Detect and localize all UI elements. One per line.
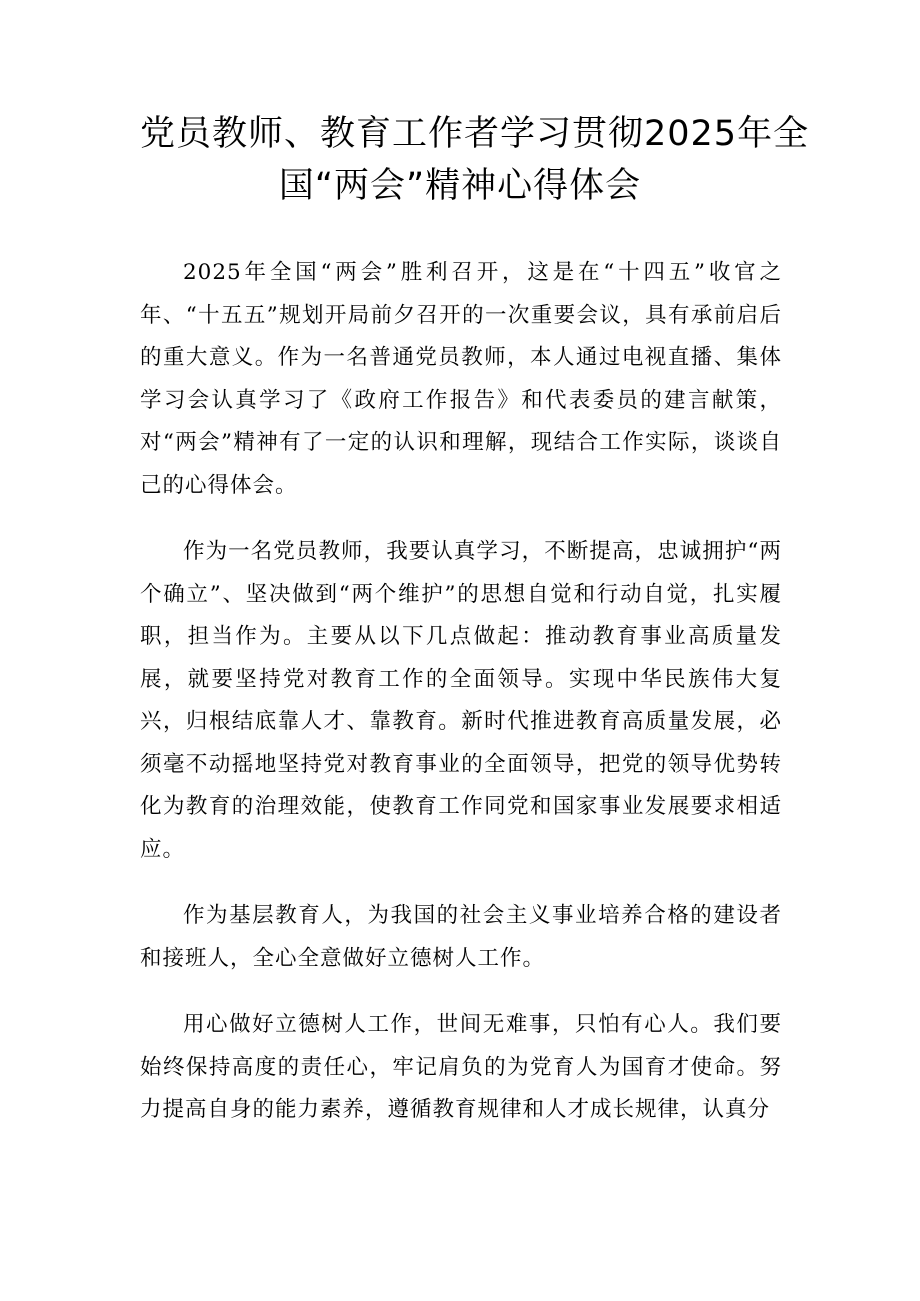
paragraph-1: 2025年全国“两会”胜利召开，这是在“十四五”收官之年、“十五五”规划开局前夕召开的一次重要会议，具有承前启后的重大意义。作为一名普通党员教师，本人通过电视直播、集体学习会认真学习了《政府工作报告》和代表委员的建言献策，对“两会”精神有了一定的认识和理解，现结合工作实际，谈谈自己的心得体会。 — [140, 260, 782, 498]
document-body — [140, 252, 782, 1156]
paragraph-4: 用心做好立德树人工作，世间无难事，只怕有心人。我们要始终保持高度的责任心，牢记肩负的为党育人为国育才使命。努力提高自身的能力素养，遵循教育规律和人才成长规律，认真分 — [140, 1012, 782, 1122]
paragraph-3: 作为基层教育人，为我国的社会主义事业培养合格的建设者和接班人，全心全意做好立德树人工作。 — [140, 903, 782, 971]
document-title-line-2: 国“两会”精神心得体会 — [278, 166, 642, 206]
document-title-line-1: 党员教师、教育工作者学习贯彻2025年全 — [140, 114, 810, 154]
paragraph-2: 作为一名党员教师，我要认真学习，不断提高，忠诚拥护“两个确立”、坚决做到“两个维护”的思想自觉和行动自觉，扎实履职，担当作为。主要从以下几点做起：推动教育事业高质量发展，就要坚持党对教育工作的全面领导。实现中华民族伟大复兴，归根结底靠人才、靠教育。新时代推进教育高质量发展，必须毫不动摇地坚持党对教育事业的全面领导，把党的领导优势转化为教育的治理效能，使教育工作同党和国家事业发展要求相适应。 — [140, 539, 782, 862]
document-title — [140, 108, 810, 212]
